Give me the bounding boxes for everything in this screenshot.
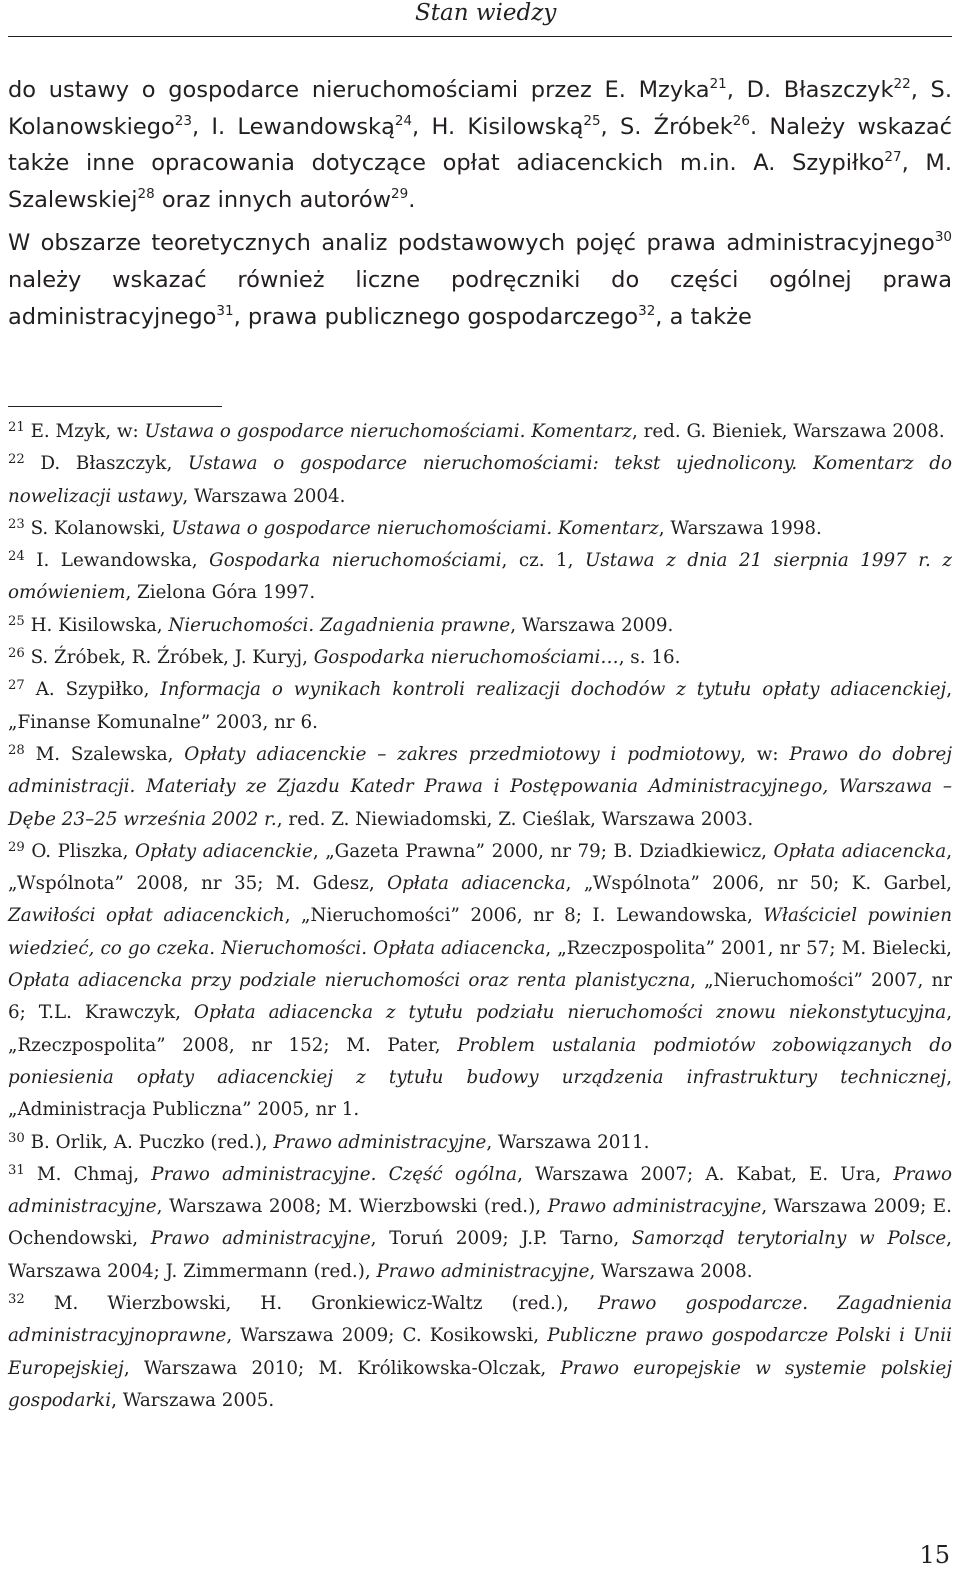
footnote-32 [8, 1288, 952, 1417]
text-run: do ustawy o gospodarce nieruchomościami przez E. Mzyka [8, 77, 710, 103]
text-run: , Warszawa 2004. [182, 485, 346, 507]
footnote-number: 29 [8, 839, 25, 855]
text-run: , „Wspólnota” 2006, nr 50; K. Garbel, [565, 873, 952, 895]
text-run: H. Kisilowska, [30, 614, 169, 636]
footnote-21 [8, 416, 952, 448]
main-text [8, 72, 952, 335]
footnote-number: 26 [8, 646, 25, 662]
text-run: , Warszawa 2009; C. Kosikowski, [226, 1325, 548, 1347]
italic-title: Ustawa o gospodarce nieruchomościami. Komentarz [144, 421, 632, 442]
text-run: , a także [655, 303, 752, 330]
text-run: , M. Szalewskiej [8, 150, 952, 213]
text-run: , H. Kisilowską [412, 113, 584, 140]
text-run: , „Rzeczpospolita” 2008, nr 152; M. Pater, [8, 1002, 952, 1056]
text-run: B. Orlik, A. Puczko (red.), [30, 1131, 274, 1153]
italic-title: Opłaty adiacenckie [134, 840, 313, 862]
footnote-29 [8, 836, 952, 1127]
text-run: , „Wspólnota” 2008, nr 35; M. Gdesz, [8, 840, 953, 895]
italic-title: Prawo do dobrej administracji. Materiały ze Zjazdu Katedr Prawa i Postępowania Administracyjnego, Warszawa – Dębe 23–25 września 2002 r. [8, 743, 953, 830]
running-header [0, 0, 960, 36]
text-run: , „Finanse Komunalne” 2003, nr 6. [8, 679, 952, 733]
text-run: , Warszawa 2010; M. Królikowska-Olczak, [123, 1357, 561, 1379]
text-run: , I. Lewandowską [191, 113, 395, 140]
footnotes [8, 416, 952, 1417]
footnote-ref: 28 [137, 186, 155, 203]
italic-title: Ustawa o gospodarce nieruchomościami. Komentarz [171, 517, 659, 539]
italic-title: Samorząd terytorialny w Polsce [631, 1228, 947, 1250]
text-run: W obszarze teoretycznych analiz podstawowych pojęć prawa administracyjnego [8, 230, 935, 257]
text-run: , S. Kolanowskiego [8, 77, 952, 140]
text-run: , D. Błaszczyk [726, 77, 894, 103]
text-run: , „Nieruchomości” 2007, nr 6; T.L. Krawczyk, [8, 970, 952, 1024]
footnote-31 [8, 1159, 952, 1288]
italic-title: Prawo europejskie w systemie polskiej gospodarki [8, 1357, 952, 1411]
text-run: , Warszawa 2009. [510, 614, 674, 636]
footnote-28 [8, 739, 952, 836]
footnote-26 [8, 642, 952, 674]
italic-title: Publiczne prawo gospodarcze Polski i Unii Europejskiej [8, 1325, 952, 1379]
text-run: , red. Z. Niewiadomski, Z. Cieślak, Warszawa 2003. [276, 808, 754, 830]
text-run: , red. G. Bieniek, Warszawa 2008. [631, 421, 945, 442]
header-rule [8, 36, 952, 37]
text-run: oraz innych autorów [154, 186, 392, 213]
text-run: D. Błaszczyk, [40, 453, 188, 475]
text-run: O. Pliszka, [31, 840, 135, 862]
italic-title: Opłata adiacencka [773, 840, 947, 862]
text-run: I. Lewandowska, [36, 550, 210, 572]
footnote-number: 27 [8, 678, 25, 694]
text-run: M. Chmaj, [36, 1163, 152, 1185]
footnote-number: 28 [8, 743, 25, 759]
footnote-ref: 25 [583, 112, 601, 129]
text-run: , Warszawa 2008; M. Wierzbowski (red.), [156, 1196, 548, 1218]
footnote-ref: 32 [638, 302, 656, 319]
paragraph-1 [8, 72, 952, 218]
text-run: , Warszawa 2007; A. Kabat, E. Ura, [517, 1163, 894, 1185]
footnote-number: 31 [8, 1162, 25, 1178]
footnote-number: 22 [8, 452, 25, 468]
text-run: , Warszawa 2008. [589, 1260, 753, 1282]
italic-title: Prawo administracyjne [8, 1163, 952, 1218]
italic-title: Zawiłości opłat adiacenckich [8, 905, 285, 927]
italic-title: Informacja o wynikach kontroli realizacji dochodów z tytułu opłaty adiacenckiej [160, 679, 947, 701]
italic-title: Gospodarka nieruchomościami… [313, 647, 619, 669]
italic-title: Opłata adiacencka przy podziale nieruchomości oraz renta planistyczna [8, 970, 691, 992]
footnote-24 [8, 545, 952, 610]
italic-title: Prawo administracyjne [547, 1196, 762, 1218]
text-run: . [408, 186, 416, 213]
footnote-number: 23 [8, 516, 25, 532]
italic-title: Prawo gospodarcze. Zagadnienia administracyjnoprawne [8, 1293, 953, 1347]
text-run: , „Rzeczpospolita” 2001, nr 57; M. Bielecki, [545, 937, 952, 959]
text-run: , Zielona Góra 1997. [125, 582, 316, 604]
footnote-ref: 22 [893, 76, 911, 93]
italic-title: Opłata adiacencka [387, 873, 566, 895]
footnote-ref: 31 [216, 302, 234, 319]
italic-title: Prawo administracyjne [273, 1131, 487, 1153]
footnote-25 [8, 610, 952, 642]
italic-title: Ustawa z dnia 21 sierpnia 1997 r. z omówieniem [8, 550, 952, 604]
page-number: 15 [919, 1541, 950, 1569]
italic-title: Opłaty adiacenckie – zakres przedmiotowy i podmiotowy [184, 743, 741, 765]
italic-title: Prawo administracyjne. Część ogólna [151, 1163, 518, 1185]
footnote-ref: 21 [709, 76, 727, 93]
text-run: M. Szalewska, [35, 743, 185, 765]
text-run: , Warszawa 2009; E. Ochendowski, [8, 1196, 952, 1250]
footnote-ref: 24 [394, 112, 413, 129]
footnote-22 [8, 448, 952, 513]
italic-title: Prawo administracyjne [376, 1260, 590, 1282]
footnote-number: 24 [8, 549, 25, 565]
text-run: , Warszawa 2011. [486, 1131, 650, 1153]
text-run: A. Szypiłko, [35, 679, 161, 701]
running-title: Stan wiedzy [415, 0, 557, 26]
italic-title: Gospodarka nieruchomościami [209, 550, 502, 572]
footnote-30 [8, 1127, 952, 1159]
footnote-ref: 30 [934, 229, 952, 246]
text-run: , w: [740, 743, 790, 765]
paragraph-2 [8, 225, 952, 335]
text-run: . Należy wskazać także inne opracowania dotyczące opłat adiacenckich m.in. A. Szypiłko [8, 113, 952, 177]
text-run: , S. Źróbek [600, 113, 733, 140]
footnote-ref: 26 [732, 112, 750, 129]
italic-title: Właściciel powinien wiedzieć, co go czeka. Nieruchomości. Opłata adiacencka [8, 905, 952, 959]
footnote-number: 32 [8, 1292, 25, 1308]
footnote-number: 25 [8, 613, 25, 629]
text-run: , cz. 1, [501, 550, 585, 572]
text-run: , Toruń 2009; J.P. Tarno, [370, 1228, 632, 1250]
footnote-separator [8, 406, 222, 407]
text-run: należy wskazać również liczne podręczniki do części ogólnej prawa administracyjnego [8, 266, 952, 330]
footnote-number: 30 [8, 1130, 25, 1146]
footnote-number: 21 [8, 420, 25, 436]
text-run: , Warszawa 2004; J. Zimmermann (red.), [8, 1228, 952, 1282]
footnote-ref: 23 [174, 112, 192, 129]
text-run: , Warszawa 1998. [658, 517, 822, 539]
italic-title: Prawo administracyjne [150, 1228, 371, 1250]
footnote-23 [8, 513, 952, 545]
text-run: S. Kolanowski, [30, 517, 172, 539]
italic-title: Opłata adiacencka z tytułu podziału nieruchomości znowu niekonstytucyjna [193, 1002, 947, 1024]
footnote-27 [8, 674, 952, 739]
italic-title: Ustawa o gospodarce nieruchomościami: tekst ujednolicony. Komentarz do nowelizacji ustawy [8, 453, 952, 507]
footnote-ref: 29 [391, 186, 409, 203]
text-run: , Warszawa 2005. [111, 1389, 275, 1411]
text-run: , s. 16. [618, 647, 681, 669]
italic-title: Problem ustalania podmiotów zobowiązanych do poniesienia opłaty adiacenckiej z tytułu budowy urządzenia infrastruktury technicznej [8, 1034, 952, 1088]
text-run: , „Administracja Publiczna” 2005, nr 1. [8, 1066, 952, 1121]
text-run: , „Nieruchomości” 2006, nr 8; I. Lewandowska, [284, 905, 764, 927]
italic-title: Nieruchomości. Zagadnienia prawne [168, 614, 511, 636]
footnote-ref: 27 [884, 149, 902, 166]
text-run: E. Mzyk, w: [30, 421, 145, 442]
text-run: , „Gazeta Prawna” 2000, nr 79; B. Dziadkiewicz, [312, 840, 774, 862]
text-run: , prawa publicznego gospodarczego [233, 303, 639, 330]
text-run: M. Wierzbowski, H. Gronkiewicz-Waltz (red.), [53, 1293, 598, 1315]
text-run: S. Źróbek, R. Źróbek, J. Kuryj, [30, 647, 314, 669]
